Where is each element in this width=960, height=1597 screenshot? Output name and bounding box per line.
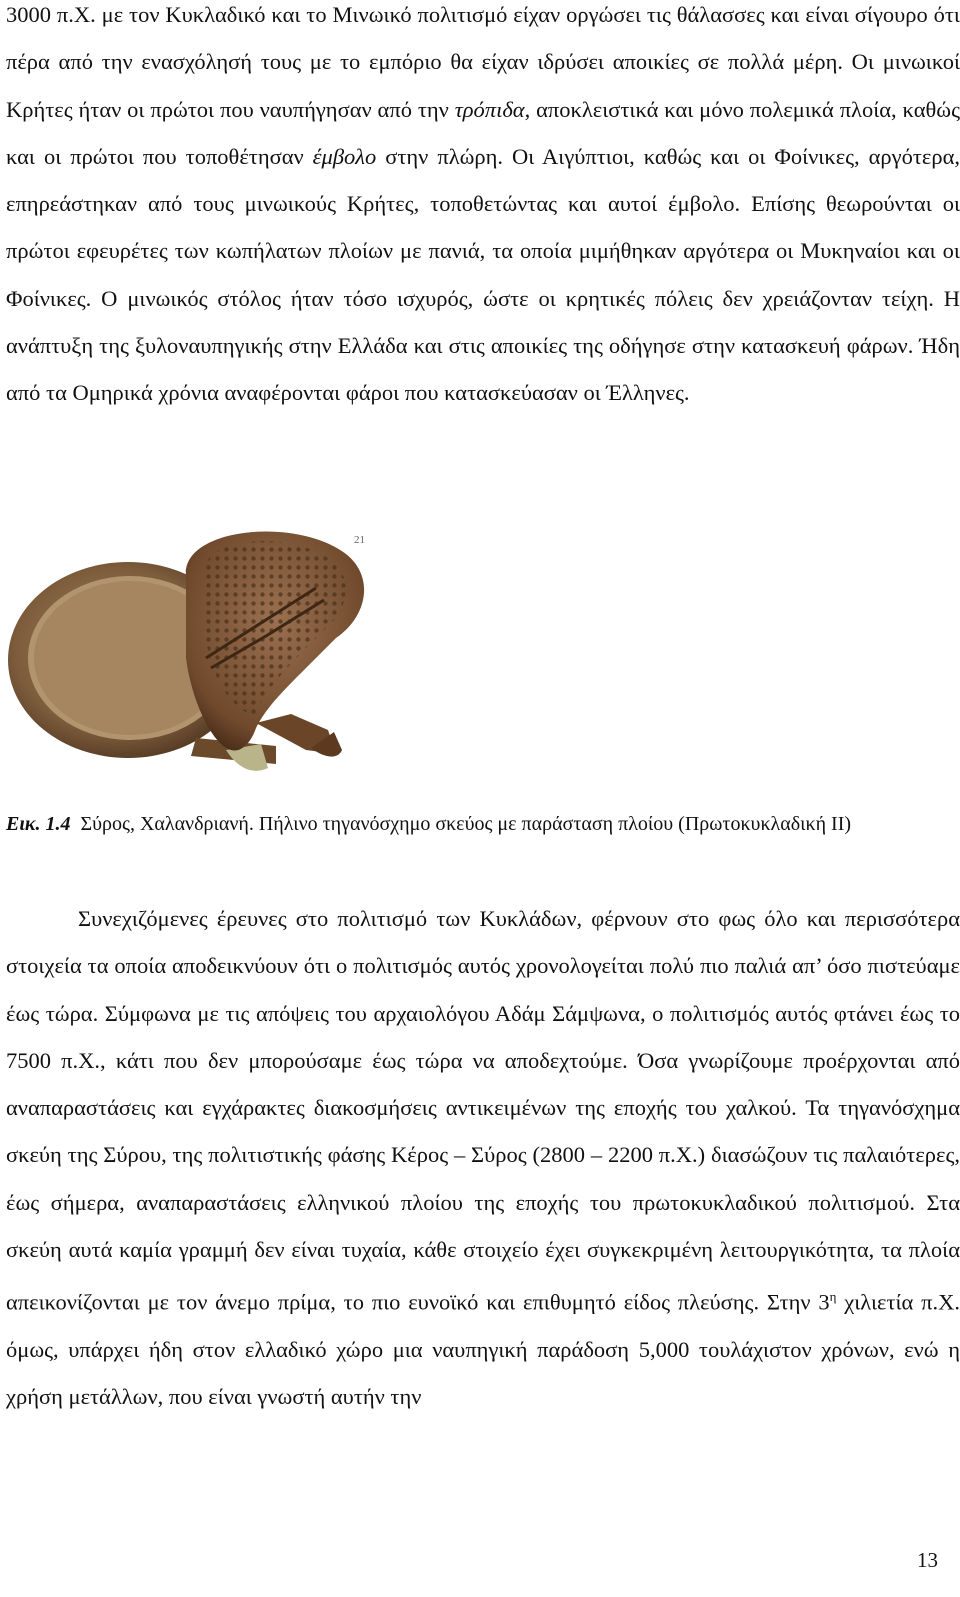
caption-label: Εικ. 1.4 <box>6 813 71 835</box>
body-paragraph-2 <box>6 895 960 1421</box>
term-tropida: τρόπιδα <box>454 96 525 122</box>
paragraph-2-text-a: Συνεχιζόμενες έρευνες στο πολιτισμό των Κυκλάδων, φέρνουν στο φως όλο και περισσότερα στοιχεία τα οποία αποδεικνύουν ότι ο πολιτισμός αυτός χρονολογείται πολύ πιο παλιά απ’ όσο πιστεύαμε έως τώρα. Σύμφωνα με τις απόψεις του αρχαιολόγου Αδάμ Σάμψωνα, ο πολιτισμός αυτός φτάνει έως το 7500 π.Χ., κάτι που δεν μπορούσαμε έως τώρα να αποδεχτούμε. Όσα γνωρίζουμε προέρχονται από αναπαραστάσεις και εγχάρακτες διακοσμήσεις αντικειμένων της εποχής του χαλκού. Τα τηγανόσχημα σκεύη της Σύρου, της πολιτιστικής φάσης Κέρος – Σύρος (2800 – 2200 π.Χ.) διασώζουν τις παλαιότερες, έως σήμερα, αναπαραστάσεις ελληνικού πλοίου της εποχής του πρωτοκυκλαδικού πολιτισμού. Στα σκεύη αυτά καμία γραμμή δεν είναι τυχαία, κάθε στοιχείο έχει συγκεκριμένη λειτουργικότητα, τα πλοία απεικονίζονται με τον άνεμο πρίμα, το πιο ευνοϊκό και επιθυμητό είδος πλεύσης. Στην 3 <box>6 906 960 1315</box>
paragraph-1-text-b: , αποκλειστικά και μόνο πολεμικά πλοία, καθώς και οι πρώτοι που τοποθέτησαν <box>6 96 960 169</box>
figure-number-mark: 21 <box>354 534 365 546</box>
caption-text: Σύρος, Χαλανδριανή. Πήλινο τηγανόσχημο σκεύος με παράσταση πλοίου (Πρωτοκυκλαδική ΙΙ) <box>80 813 852 835</box>
body-paragraph-1 <box>6 0 960 417</box>
paragraph-2-text-b: χιλιετία π.Χ. όμως, υπάρχει ήδη στον ελλαδικό χώρο μια ναυπηγική παράδοση 5,000 τουλάχιστον χρόνων, ενώ η χρήση μετάλλων, που είναι γνωστή αυτήν την <box>6 1289 960 1410</box>
frying-pan-vessel-photo <box>6 518 476 786</box>
paragraph-1-text-c: στην πλώρη. Οι Αιγύπτιοι, καθώς και οι Φοίνικες, αργότερα, επηρεάστηκαν από τους μινωικούς Κρήτες, τοποθετώντας και αυτοί έμβολο. Επίσης θεωρούνται οι πρώτοι εφευρέτες των κωπήλατων πλοίων με πανιά, τα οποία μιμήθηκαν αργότερα οι Μυκηναίοι και οι Φοίνικες. Ο μινωικός στόλος ήταν τόσο ισχυρός, ώστε οι κρητικές πόλεις δεν χρειάζονταν τείχη. Η ανάπτυξη της ξυλοναυπηγικής στην Ελλάδα και στις αποικίες της οδήγησε στην κατασκευή φάρων. Ήδη από τα Ομηρικά χρόνια αναφέρονται φάροι που κατασκεύασαν οι Έλληνες. <box>6 143 960 406</box>
figure-caption <box>6 810 956 839</box>
page-number: 13 <box>917 1548 938 1572</box>
term-emvolo: έμβολο <box>312 143 377 169</box>
vessel-illustration <box>6 518 476 786</box>
paragraph-1-text-a: 3000 π.Χ. με τον Κυκλαδικό και το Μινωικό πολιτισμό είχαν οργώσει τις θάλασσες και είναι σίγουρο ότι πέρα από την ενασχόλησή τους με το εμπόριο θα είχαν ιδρύσει αποικίες σε πολλά μέρη. Οι μινωικοί Κρήτες ήταν οι πρώτοι που ναυπήγησαν από την <box>6 2 960 122</box>
ordinal-superscript: η <box>829 1289 837 1305</box>
